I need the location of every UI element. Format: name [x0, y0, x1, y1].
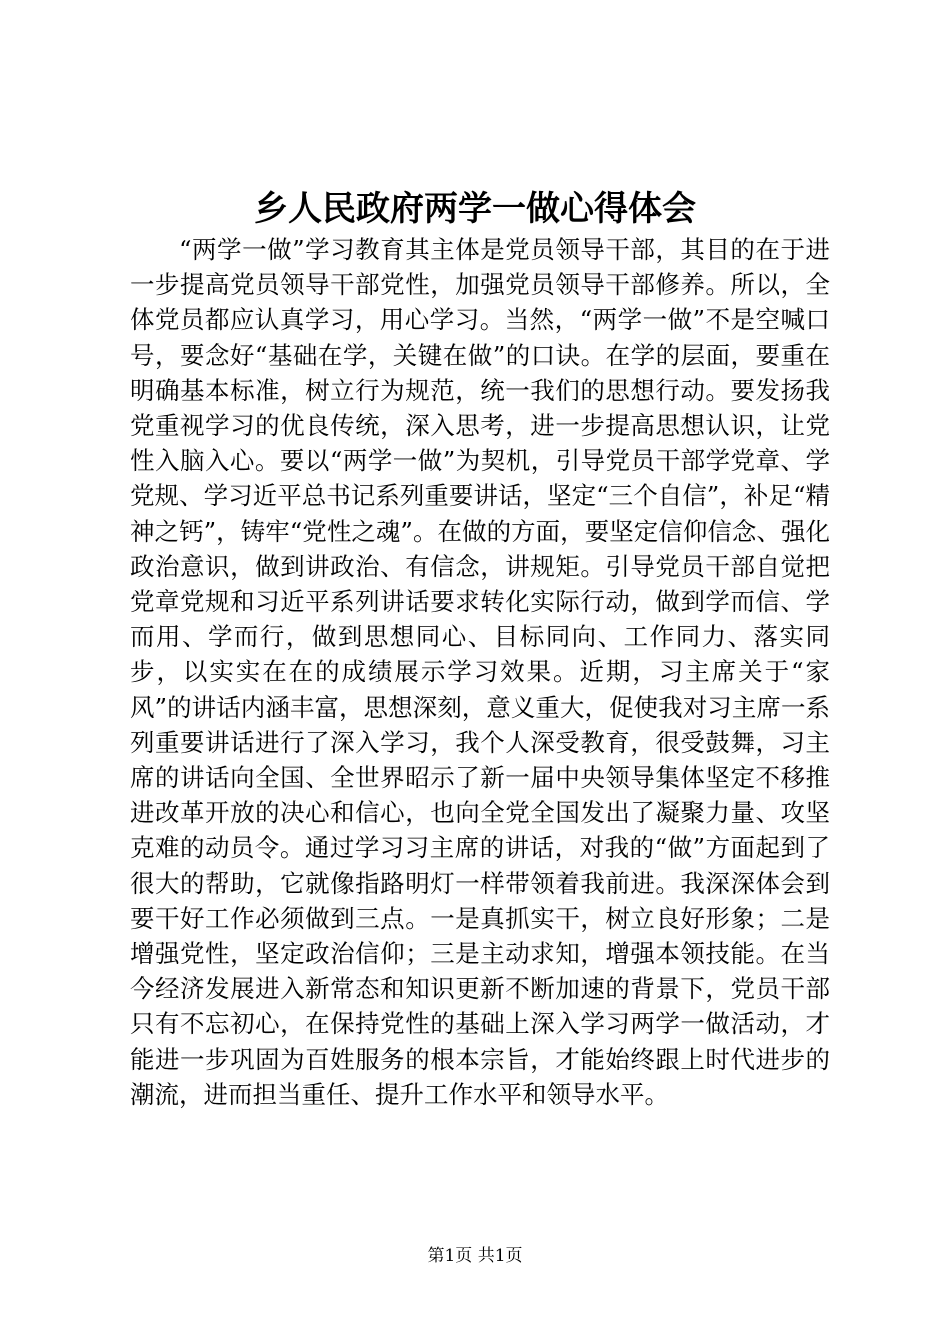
- page-number-footer: 第1页 共1页: [427, 1246, 523, 1266]
- body-paragraph: “两学一做”学习教育其主体是党员领导干部，其目的在于进一步提高党员领导干部党性，加强党员领导干部修养。所以，全体党员都应认真学习，用心学习。当然，“两学一做”不是空喊口号，要念好“基础在学，关键在做”的口诀。在学的层面，要重在明确基本标准，树立行为规范，统一我们的思想行动。要发扬我党重视学习的优良传统，深入思考，进一步提高思想认识，让党性入脑入心。要以“两学一做”为契机，引导党员干部学党章、学党规、学习近平总书记系列重要讲话，坚定“三个自信”，补足“精神之钙”，铸牢“党性之魂”。在做的方面，要坚定信仰信念、强化政治意识，做到讲政治、有信念，讲规矩。引导党员干部自觉把党章党规和习近平系列讲话要求转化实际行动，做到学而信、学而用、学而行，做到思想同心、目标同向、工作同力、落实同步，以实实在在的成绩展示学习效果。近期，习主席关于“家风”的讲话内涵丰富，思想深刻，意义重大，促使我对习主席一系列重要讲话进行了深入学习，我个人深受教育，很受鼓舞，习主席的讲话向全国、全世界昭示了新一届中央领导集体坚定不移推进改革开放的决心和信心，也向全党全国发出了凝聚力量、攻坚克难的动员令。通过学习习主席的讲话，对我的“做”方面起到了很大的帮助，它就像指路明灯一样带领着我前进。我深深体会到要干好工作必须做到三点。一是真抓实干，树立良好形象；二是增强党性，坚定政治信仰；三是主动求知，增强本领技能。在当今经济发展进入新常态和知识更新不断加速的背景下，党员干部只有不忘初心，在保持党性的基础上深入学习两学一做活动，才能进一步巩固为百姓服务的根本宗旨，才能始终跟上时代进步的潮流，进而担当重任、提升工作水平和领导水平。: [130, 235, 830, 1109]
- document-title: 乡人民政府两学一做心得体会: [254, 189, 696, 229]
